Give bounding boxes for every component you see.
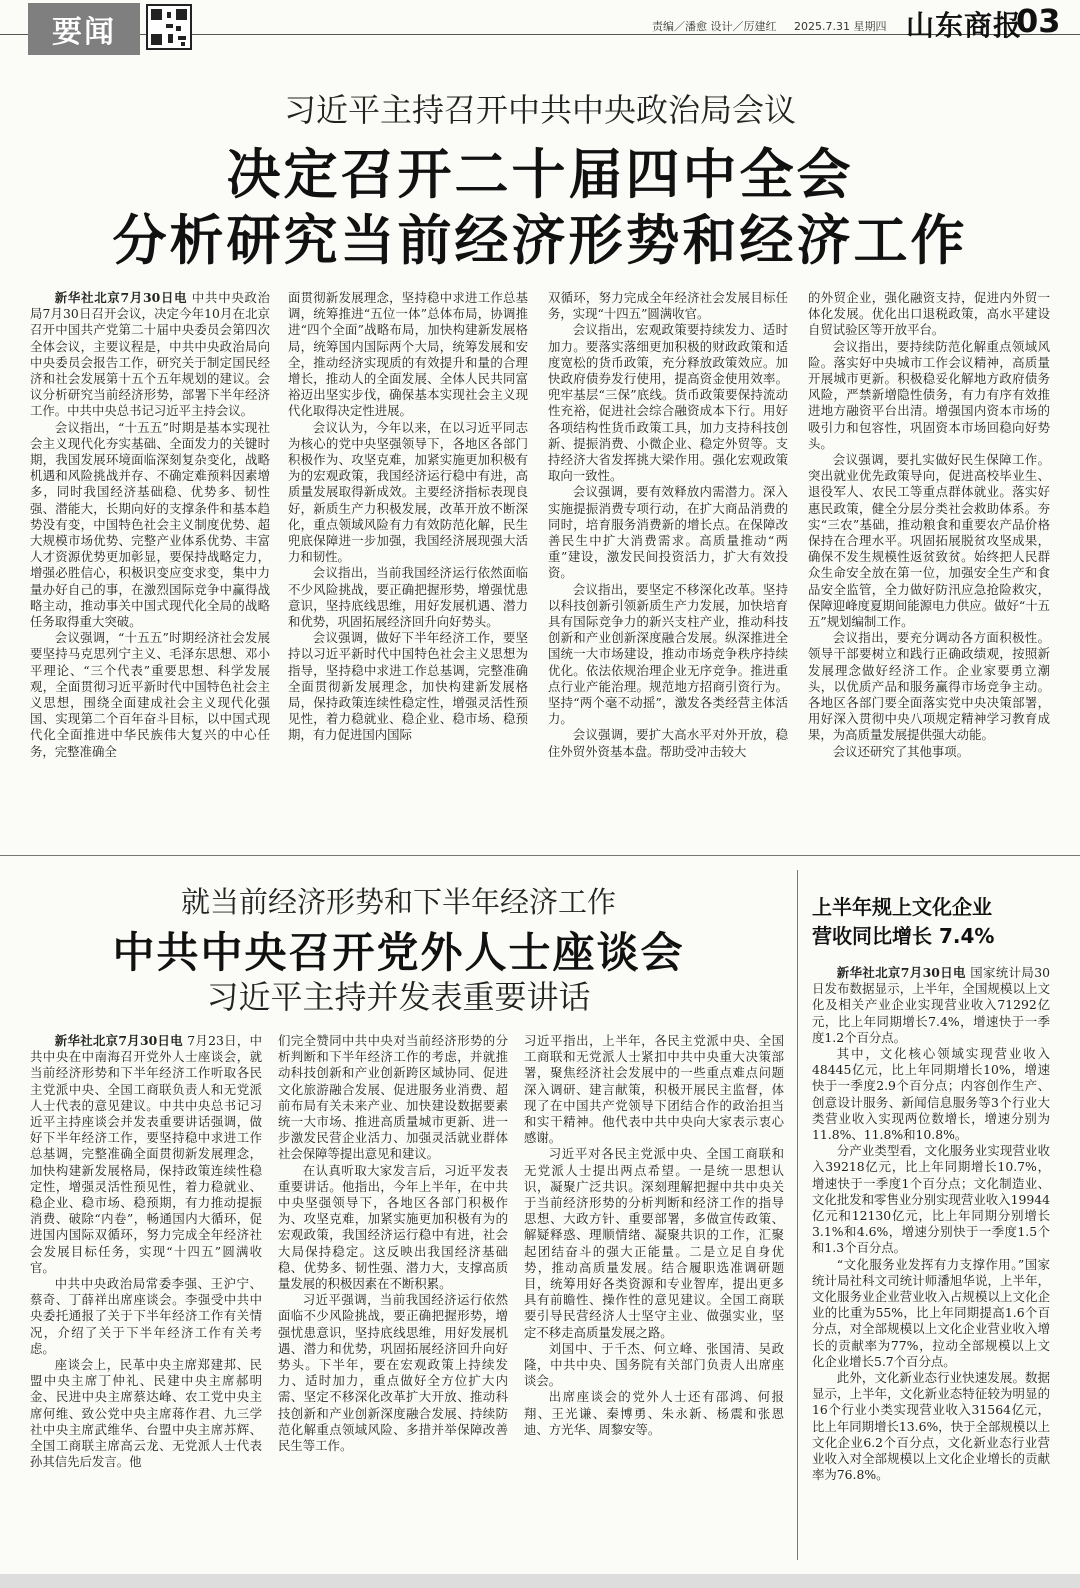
paper-name: 山东商报	[906, 9, 1023, 42]
article2-column-1: 新华社北京7月30日电 7月23日，中共中央在中南海召开党外人士座谈会，就当前经济形势和下半年经济工作听取各民主党派中央、全国工商联负责人和无党派人士代表的意见建议。中共中央总书记习近平主持座谈会并发表重要讲话强调，做好下半年经济工作，要坚持稳中求进工作总基调，完整准确全面贯彻新发展理念，加快构建新发展格局，保持政策连续性稳定性，增强灵活性预见性，着力稳就业、稳企业、稳市场、稳预期，有力推动提振消费、破除“内卷”，畅通国内大循环，促进国内国际双循环，努力完成全年经济社会发展目标任务，实现“十四五”圆满收官。 中共中央政治局常委李强、王沪宁、蔡奇、丁薛祥出席座谈会。李强受中共中央委托通报了关于下半年经济工作有关情况，介绍了关于下半年经济工作有关考虑。 座谈会上，民革中央主席郑建邦、民盟中央主席丁仲礼、民建中央主席郝明金、民进中央主席蔡达峰、农工党中央主席何维、致公党中央主席蒋作君、九三学社中央主席武维华、台盟中央主席苏辉、全国工商联主席高云龙、无党派人士代表孙其信先后发言。他	[30, 1033, 262, 1470]
masthead-meta	[652, 18, 886, 34]
paragraph: 刘国中、于千杰、何立峰、张国清、吴政隆，中共中央、国务院有关部门负责人出席座谈会。	[524, 1340, 784, 1389]
article1-column-4	[808, 290, 1050, 835]
article1-column-3	[548, 290, 788, 835]
article2-column-3	[524, 1033, 784, 1568]
paragraph: 会议指出，当前我国经济运行依然面临不少风险挑战，要正确把握形势，增强忧患意识，坚持底线思维，用好发展机遇、潜力和优势，巩固拓展经济回升向好势头。	[288, 565, 528, 630]
article1-dateline: 新华社北京7月30日电	[54, 290, 188, 305]
article2-dateline: 新华社北京7月30日电	[54, 1033, 183, 1048]
paragraph: 会议强调，做好下半年经济工作，要坚持以习近平新时代中国特色社会主义思想为指导，坚持稳中求进工作总基调，完整准确全面贯彻新发展理念，加快构建新发展格局，保持政策连续性稳定性，增强灵活性预见性，着力稳就业、稳企业、稳市场、稳预期，有力促进国内国际	[288, 630, 528, 743]
article1-kicker: 习近平主持召开中共中央政治局会议	[283, 91, 796, 129]
paragraph: 其中，文化核心领域实现营业收入48445亿元，比上年同期增长10%，增速快于一季度2.9个百分点；内容创作生产、创意设计服务、新闻信息服务等3个行业大类营业收入实现两位数增长，增速分别为11.8%、11.8%和10.8%。	[812, 1046, 1050, 1143]
article2-column-2	[278, 1033, 508, 1568]
paragraph: “文化服务业发挥有力支撑作用。”国家统计局社科文司统计师潘旭华说，上半年，文化服务业企业营业收入占规模以上文化企业的比重为55%，比上年同期提高1.6个百分点，对全部规模以上文化企业营业收入增长的贡献率为77%，拉动全部规模以上文化企业增长5.7个百分点。	[812, 1256, 1050, 1369]
paragraph: 会议指出，宏观政策要持续发力、适时加力。要落实落细更加积极的财政政策和适度宽松的货币政策，充分释放政策效应。加快政府债券发行使用，提高资金使用效率。兜牢基层“三保”底线。货币政策要保持流动性充裕，促进社会综合融资成本下行。用好各项结构性货币政策工具，加力支持科技创新、提振消费、小微企业、稳定外贸等。支持经济大省发挥挑大梁作用。强化宏观政策取向一致性。	[548, 322, 788, 484]
paragraph: 双循环，努力完成全年经济社会发展目标任务，实现“十四五”圆满收官。	[548, 290, 788, 322]
article2-headline: 中共中央召开党外人士座谈会	[112, 928, 685, 977]
paragraph: 会议指出，要充分调动各方面积极性。领导干部要树立和践行正确政绩观，按照新发展理念做好经济工作。企业家要勇立潮头，以优质产品和服务赢得市场竞争主动。各地区各部门要全面落实党中央决策部署，用好深入贯彻中央八项规定精神学习教育成果，为高质量发展提供强大动能。	[808, 630, 1050, 743]
paragraph: 在认真听取大家发言后，习近平发表重要讲话。他指出，今年上半年，在中共中央坚强领导下，各地区各部门积极作为、攻坚克难，加紧实施更加积极有为的宏观政策，我国经济运行稳中有进，社会大局保持稳定。这反映出我国经济基础稳、优势多、韧性强、潜力大，支撑高质量发展的积极因素在不断积累。	[278, 1162, 508, 1292]
paragraph: 习近平强调，当前我国经济运行依然面临不少风险挑战，要正确把握形势，增强忧患意识，坚持底线思维，用好发展机遇、潜力和优势，巩固拓展经济回升向好势头。下半年，要在宏观政策上持续发力、适时加力，重点做好全方位扩大内需、坚定不移深化改革扩大开放、推动科技创新和产业创新深度融合发展、持续防范化解重点领域风险、多措并举保障改善民生等工作。	[278, 1292, 508, 1454]
issue-date: 2025.7.31 星期四	[794, 20, 887, 33]
paragraph: 会议认为，今年以来，在以习近平同志为核心的党中央坚强领导下，各地区各部门积极作为、攻坚克难，加紧实施更加积极有为的宏观政策，我国经济运行稳中有进，高质量发展取得新成效。主要经济指标表现良好，新质生产力积极发展，改革开放不断深化，重点领域风险有力有效防范化解，民生兜底保障进一步加强，我国经济展现强大活力和韧性。	[288, 419, 528, 565]
article1-column-2	[288, 290, 528, 835]
paragraph: 会议指出，要坚定不移深化改革。坚持以科技创新引领新质生产力发展，加快培育具有国际竞争力的新兴支柱产业，推动科技创新和产业创新深度融合发展。纵深推进全国统一大市场建设，推动市场竞争秩序持续优化。依法依规治理企业无序竞争。推进重点行业产能治理。规范地方招商引资行为。坚持“两个毫不动摇”，激发各类经营主体活力。	[548, 581, 788, 727]
article3-headline-2: 营收同比增长 7.4%	[812, 924, 995, 948]
paragraph: 习近平指出，上半年，各民主党派中央、全国工商联和无党派人士紧扣中共中央重大决策部署，聚焦经济社会发展中的一些重点难点问题深入调研、建言献策，积极开展民主监督，体现了在中国共产党领导下团结合作的政治担当和实干精神。他代表中共中央向大家表示衷心感谢。	[524, 1033, 784, 1146]
article3-headline-1: 上半年规上文化企业	[812, 895, 992, 919]
column-rule	[797, 870, 798, 1560]
paragraph: 会议强调，“十五五”时期经济社会发展要坚持马克思列宁主义、毛泽东思想、邓小平理论、“三个代表”重要思想、科学发展观，全面贯彻习近平新时代中国特色社会主义思想，围绕全面建成社会主义现代化强国、实现第二个百年奋斗目标，以中国式现代化全面推进中华民族伟大复兴的中心任务，完整准确全	[30, 630, 270, 759]
paragraph: 中共中央政治局常委李强、王沪宁、蔡奇、丁薛祥出席座谈会。李强受中共中央委托通报了关于下半年经济工作有关情况，介绍了关于下半年经济工作有关考虑。	[30, 1276, 262, 1356]
article3-dateline: 新华社北京7月30日电	[836, 965, 966, 980]
paragraph: 会议指出，“十五五”时期是基本实现社会主义现代化夯实基础、全面发力的关键时期，我国发展环境面临深刻复杂变化，战略机遇和风险挑战并存、不确定难预料因素增多，同时我国经济基础稳、优势多、韧性强、潜能大，长期向好的支撑条件和基本趋势没有变，中国特色社会主义制度优势、超大规模市场优势、完整产业体系优势、丰富人才资源优势更加彰显，要保持战略定力，增强必胜信心，积极识变应变求变，集中力量办好自己的事，在激烈国际竞争中赢得战略主动，推动事关中国式现代化全局的战略任务取得重大突破。	[30, 419, 270, 630]
paragraph: 会议还研究了其他事项。	[832, 743, 970, 759]
paragraph: 习近平对各民主党派中央、全国工商联和无党派人士提出两点希望。一是统一思想认识，凝聚广泛共识。深刻理解把握中共中央关于当前经济形势的分析判断和经济工作的指导思想、大政方针、重要部署，多做宣传政策、解疑释惑、理顺情绪、凝聚共识的工作，汇聚起团结奋斗的强大正能量。二是立足自身优势，推动高质量发展。结合履职选准调研题目，统筹用好各类资源和专业智库，提出更多具有前瞻性、操作性的意见建议。全国工商联要引导民营经济人士坚守主业、做强实业，坚定不移走高质量发展之路。	[524, 1146, 784, 1340]
paragraph: 会议强调，要扩大高水平对外开放，稳住外贸外资基本盘。帮助受冲击较大	[548, 727, 788, 759]
section-tag: 要闻	[28, 3, 140, 55]
page-footer-bar	[0, 1574, 1080, 1588]
paragraph: 出席座谈会的党外人士还有邵鸿、何报翔、王光谦、秦博勇、朱永新、杨震和张恩迪、方光华、周黎安等。	[524, 1389, 784, 1437]
paragraph: 分产业类型看，文化服务业实现营业收入39218亿元，比上年同期增长10.7%，增速快于一季度1个百分点；文化制造业、文化批发和零售业分别实现营业收入19944亿元和12130亿元，比上年同期分别增长3.1%和4.6%，增速分别快于一季度1.5个和1.3个百分点。	[812, 1143, 1050, 1256]
paragraph: 的外贸企业，强化融资支持，促进内外贸一体化发展。优化出口退税政策，高水平建设自贸试验区等开放平台。	[808, 290, 1050, 338]
paragraph: 们完全赞同中共中央对当前经济形势的分析判断和下半年经济工作的考虑，并就推动科技创新和产业创新跨区域协同、促进文化旅游融合发展、促进服务业消费、超前布局有关未来产业、加快建设数据要素统一大市场、推进高质量城市更新、进一步激发民营企业活力、加强灵活就业群体社会保障等提出意见和建议。	[278, 1033, 508, 1162]
article1-column-1: 新华社北京7月30日电 中共中央政治局7月30日召开会议，决定今年10月在北京召开中国共产党第二十届中央委员会第四次全体会议，主要议程是，中共中央政治局向中央委员会报告工作，研究关于制定国民经济和社会发展第十五个五年规划的建议。会议分析研究当前经济形势，部署下半年经济工作。中共中央总书记习近平主持会议。 会议指出，“十五五”时期是基本实现社会主义现代化夯实基础、全面发力的关键时期，我国发展环境面临深刻复杂变化，战略机遇和风险挑战并存、不确定难预料因素增多，同时我国经济基础稳、优势多、韧性强、潜能大，长期向好的支撑条件和基本趋势没有变，中国特色社会主义制度优势、超大规模市场优势、完整产业体系优势、丰富人才资源优势更加彰显，要保持战略定力，增强必胜信心，积极识变应变求变，集中力量办好自己的事，在激烈国际竞争中赢得战略主动，推动事关中国式现代化全局的战略任务取得重大突破。 会议强调，“十五五”时期经济社会发展要坚持马克思列宁主义、毛泽东思想、邓小平理论、“三个代表”重要思想、科学发展观，全面贯彻习近平新时代中国特色社会主义思想，围绕全面建成社会主义现代化强国、实现第二个百年奋斗目标，以中国式现代化全面推进中华民族伟大复兴的中心任务，完整准确全	[30, 290, 270, 759]
paragraph: 会议强调，要扎实做好民生保障工作。突出就业优先政策导向，促进高校毕业生、退役军人、农民工等重点群体就业。落实好惠民政策，健全分层分类社会救助体系。夯实“三农”基础，推动粮食和重要农产品价格保持在合理水平。巩固拓展脱贫攻坚成果，确保不发生规模性返贫致贫。始终把人民群众生命安全放在第一位，加强安全生产和食品安全监管，全力做好防汛应急抢险救灾，保障迎峰度夏期间能源电力供应。做好“十五五”规划编制工作。	[808, 452, 1050, 630]
section-divider	[0, 855, 1080, 856]
paragraph: 此外，文化新业态行业快速发展。数据显示，上半年，文化新业态特征较为明显的16个行业小类实现营业收入31564亿元，比上年同期增长13.6%，快于全部规模以上文化企业6.2个百分点，文化新业态行业营业收入对全部规模以上文化企业增长的贡献率为76.8%。	[812, 1370, 1050, 1483]
page-number: 03	[1016, 2, 1061, 40]
qr-code-icon[interactable]	[146, 4, 192, 50]
masthead	[0, 0, 1080, 62]
paragraph: 会议强调，要有效释放内需潜力。深入实施提振消费专项行动，在扩大商品消费的同时，培育服务消费新的增长点。在保障改善民生中扩大消费需求。高质量推动“两重”建设，激发民间投资活力，扩大有效投资。	[548, 484, 788, 581]
paragraph: 座谈会上，民革中央主席郑建邦、民盟中央主席丁仲礼、民建中央主席郝明金、民进中央主席蔡达峰、农工党中央主席何维、致公党中央主席蒋作君、九三学社中央主席武维华、台盟中央主席苏辉、全国工商联主席高云龙、无党派人士代表孙其信先后发言。他	[30, 1357, 262, 1470]
article1-headline-1: 决定召开二十届四中全会	[226, 143, 854, 206]
article2-subhead: 习近平主持并发表重要讲话	[206, 978, 591, 1016]
article2-kicker: 就当前经济形势和下半年经济工作	[180, 885, 616, 919]
article3-body: 新华社北京7月30日电 国家统计局30日发布数据显示，上半年，全国规模以上文化及相关产业企业实现营业收入71292亿元，比上年同期增长7.4%，增速快于一季度1.2个百分点。 其中，文化核心领域实现营业收入48445亿元，比上年同期增长10%，增速快于一季度2.9个百分点；内容创作生产、创意设计服务、新闻信息服务等3个行业大类营业收入实现两位数增长，增速分别为11.8%、11.8%和10.8%。 分产业类型看，文化服务业实现营业收入39218亿元，比上年同期增长10.7%，增速快于一季度1个百分点；文化制造业、文化批发和零售业分别实现营业收入19944亿元和12130亿元，比上年同期分别增长3.1%和4.6%，增速分别快于一季度1.5个和1.3个百分点。 “文化服务业发挥有力支撑作用。”国家统计局社科文司统计师潘旭华说，上半年，文化服务业企业营业收入占规模以上文化企业的比重为55%，比上年同期提高1.6个百分点，对全部规模以上文化企业营业收入增长的贡献率为77%，拉动全部规模以上文化企业增长5.7个百分点。 此外，文化新业态行业快速发展。数据显示，上半年，文化新业态特征较为明显的16个行业小类实现营业收入31564亿元，比上年同期增长13.6%，快于全部规模以上文化企业6.2个百分点，文化新业态行业营业收入对全部规模以上文化企业增长的贡献率为76.8%。	[812, 965, 1050, 1483]
article1-headline-2: 分析研究当前经济形势和经济工作	[112, 209, 968, 272]
paragraph: 会议指出，要持续防范化解重点领域风险。落实好中央城市工作会议精神，高质量开展城市更新。积极稳妥化解地方政府债务风险，严禁新增隐性债务，有力有序有效推进地方融资平台出清。增强国内资本市场的吸引力和包容性，巩固资本市场回稳向好势头。	[808, 338, 1050, 451]
editor-credits: 责编／潘愈 设计／厉建红	[652, 20, 777, 33]
paragraph: 面贯彻新发展理念，坚持稳中求进工作总基调，统筹推进“五位一体”总体布局，协调推进“四个全面”战略布局，加快构建新发展格局，统筹国内国际两个大局，统筹发展和安全，推动经济实现质的有效提升和量的合理增长，推动人的全面发展、全体人民共同富裕迈出坚实步伐，确保基本实现社会主义现代化取得决定性进展。	[288, 290, 528, 419]
